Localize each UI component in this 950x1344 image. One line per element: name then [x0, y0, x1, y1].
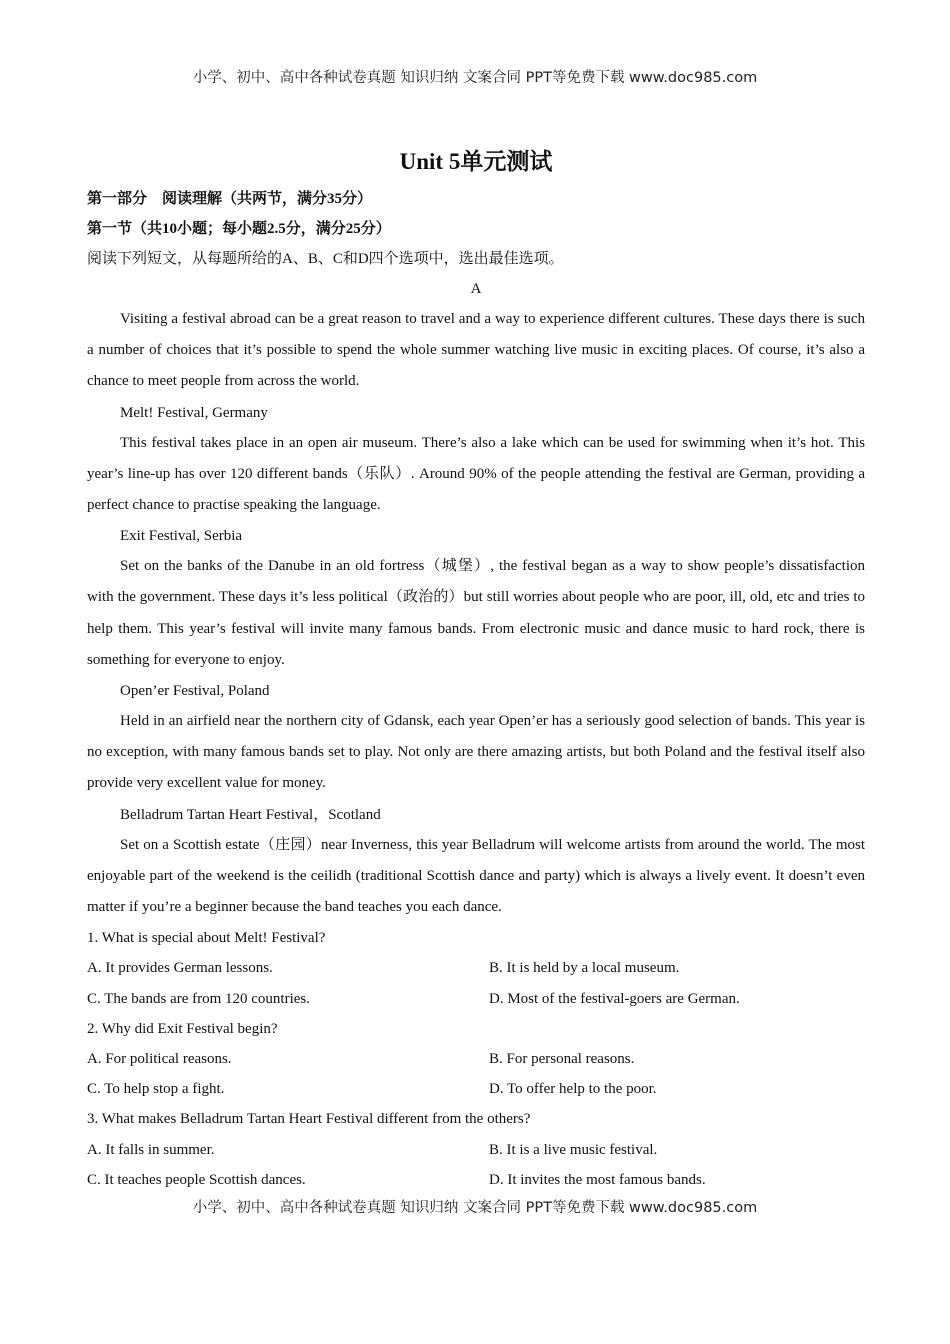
question-3-options-row-2 [87, 1165, 865, 1195]
question-1-options-row-2 [87, 984, 865, 1014]
section-heading: 第一部分 阅读理解（共两节，满分35分） [87, 191, 373, 207]
footer-banner: 小学、初中、高中各种试卷真题 知识归纳 文案合同 PPT等免费下载 www.doc985.com [192, 1200, 758, 1216]
question-2-options-row-2 [87, 1074, 865, 1104]
question-1-option-c: C. The bands are from 120 countries. [87, 990, 311, 1007]
document-body [87, 140, 865, 1195]
intro-paragraph: Visiting a festival abroad can be a great reason to travel and a way to experience different cultures. These days there is such a number of choices that it’s possible to spend the whole summer watching live music in exciting places. Of course, it’s also a chance to meet people from across the world. [87, 311, 865, 390]
festival-heading-exit: Exit Festival, Serbia [120, 528, 243, 545]
festival-heading-melt: Melt! Festival, Germany [120, 404, 268, 421]
question-1-options-row-1 [87, 953, 865, 983]
festival-paragraph-opener: Held in an airfield near the northern city of Gdansk, each year Open’er has a seriously good selection of bands. This year is no exception, with many famous bands set to play. Not only are there amazing artists, but both Poland and the festival itself also provide very excellent value for money. [87, 713, 865, 792]
question-1-option-b: B. It is held by a local museum. [489, 960, 680, 977]
instruction-text: 阅读下列短文，从每题所给的A、B、C和D四个选项中，选出最佳选项。 [87, 251, 564, 267]
question-1-option-a: A. It provides German lessons. [87, 960, 273, 977]
question-3-stem: 3. What makes Belladrum Tartan Heart Festival different from the others? [87, 1111, 531, 1128]
question-3-option-c: C. It teaches people Scottish dances. [87, 1171, 306, 1188]
question-2-option-d: D. To offer help to the poor. [489, 1081, 657, 1098]
festival-heading-belladrum: Belladrum Tartan Heart Festival，Scotland [120, 806, 381, 823]
question-2-stem: 2. Why did Exit Festival begin? [87, 1020, 278, 1037]
question-3-options-row-1 [87, 1135, 865, 1165]
question-2-options-row-1 [87, 1044, 865, 1074]
question-3-option-a: A. It falls in summer. [87, 1141, 215, 1158]
question-1-option-d: D. Most of the festival-goers are German. [489, 990, 740, 1007]
question-3-option-d: D. It invites the most famous bands. [489, 1171, 706, 1188]
page-title: Unit 5单元测试 [399, 149, 553, 174]
festival-paragraph-belladrum: Set on a Scottish estate（庄园）near Inverness, this year Belladrum will welcome artists from around the world. The most enjoyable part of the weekend is the ceilidh (traditional Scottish dance and party) which is always a lively event. It doesn’t even matter if you’re a beginner because the band teaches you each dance. [87, 836, 865, 916]
subsection-heading: 第一节（共10小题；每小题2.5分，满分25分） [87, 221, 391, 237]
question-1-stem: 1. What is special about Melt! Festival? [87, 930, 326, 947]
festival-paragraph-melt: This festival takes place in an open air museum. There’s also a lake which can be used for swimming when it’s hot. This year’s line-up has over 120 different bands（乐队）. Around 90% of the people attending the festival are German, providing a perfect chance to practise speaking the language. [87, 434, 865, 514]
header-banner: 小学、初中、高中各种试卷真题 知识归纳 文案合同 PPT等免费下载 www.doc985.com [192, 70, 758, 86]
festival-paragraph-exit: Set on the banks of the Danube in an old fortress（城堡）, the festival began as a way to show people’s dissatisfaction with the government. These days it’s less political（政治的）but still worries about people who are poor, ill, old, etc and tries to help them. This year’s festival will invite many famous bands. From electronic music and dance music to hard rock, there is something for everyone to enjoy. [87, 558, 865, 668]
question-3-option-b: B. It is a live music festival. [489, 1141, 658, 1158]
question-2-option-a: A. For political reasons. [87, 1051, 232, 1067]
question-2-option-b: B. For personal reasons. [489, 1051, 635, 1067]
festival-heading-opener: Open’er Festival, Poland [120, 683, 270, 700]
passage-label: A [470, 281, 482, 297]
question-2-option-c: C. To help stop a fight. [87, 1081, 225, 1098]
